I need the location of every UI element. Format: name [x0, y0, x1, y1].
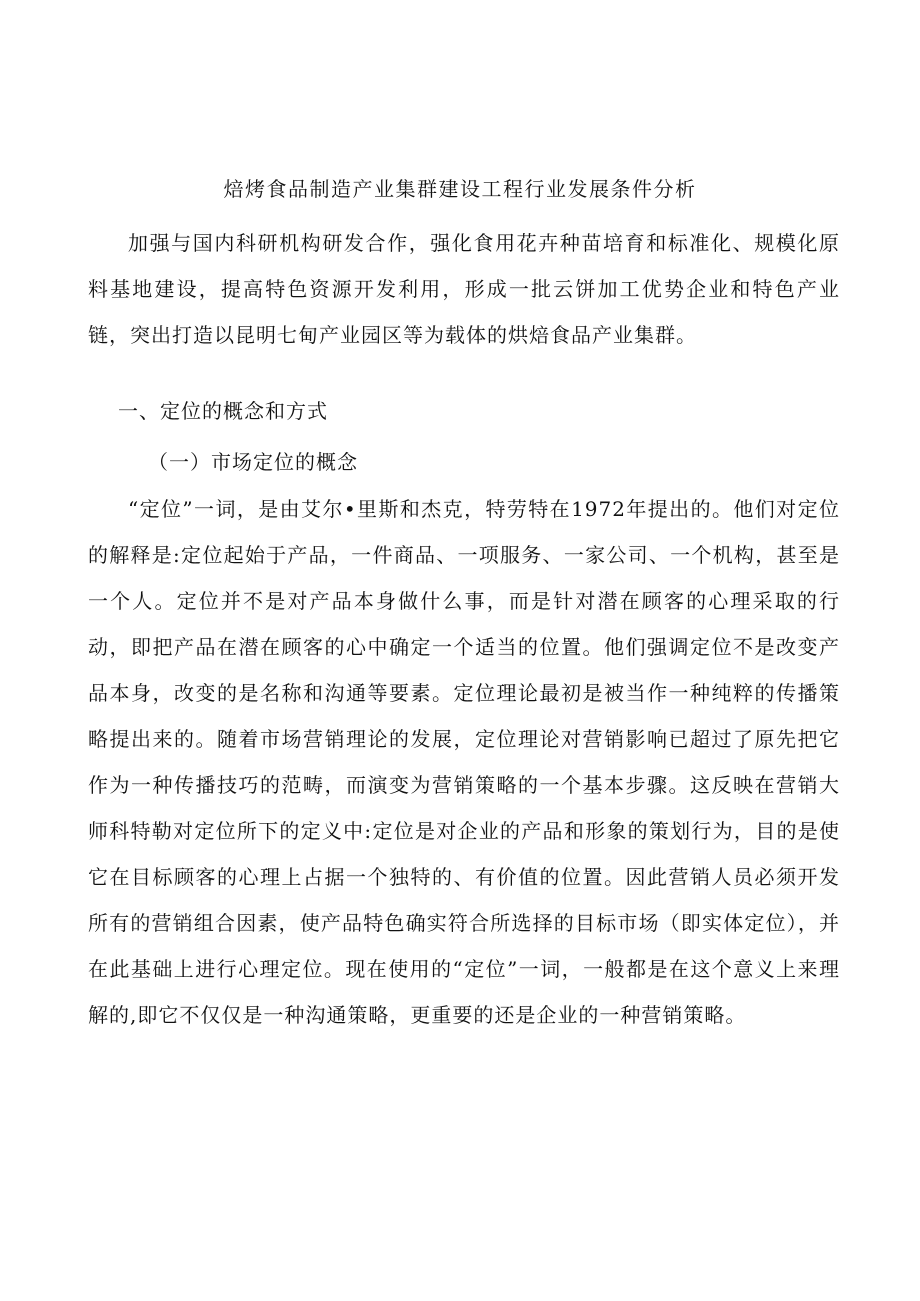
section-heading: 一、定位的概念和方式: [118, 399, 328, 423]
body-paragraph: “定位”一词，是由艾尔•里斯和杰克，特劳特在1972年提出的。他们对定位的解释是:定位起始于产品，一件商品、一项服务、一家公司、一个机构，甚至是一个人。定位并不是对产品本身做什么事，而是针对潜在顾客的心理采取的行动，即把产品在潜在顾客的心中确定一个适当的位置。他们强调定位不是改变产品本身，改变的是名称和沟通等要素。定位理论最初是被当作一种纯粹的传播策略提出来的。随着市场营销理论的发展，定位理论对营销影响已超过了原先把它作为一种传播技巧的范畴，而演变为营销策略的一个基本步骤。这反映在营销大师科特勒对定位所下的定义中:定位是对企业的产品和形象的策划行为，目的是使它在目标顾客的心理上占据一个独特的、有价值的位置。因此营销人员必须开发所有的营销组合因素，使产品特色确实符合所选择的目标市场（即实体定位），并在此基础上进行心理定位。现在使用的“定位”一词，一般都是在这个意义上来理解的,即它不仅仅是一种沟通策略，更重要的还是企业的一种营销策略。: [88, 497, 840, 1027]
subsection-heading: （一）市场定位的概念: [148, 450, 358, 474]
document-title: 焙烤食品制造产业集群建设工程行业发展条件分析: [223, 177, 697, 201]
intro-paragraph: 加强与国内科研机构研发合作，强化食用花卉种苗培育和标准化、规模化原料基地建设，提高特色资源开发利用，形成一批云饼加工优势企业和特色产业链，突出打造以昆明七甸产业园区等为载体的烘焙食品产业集群。: [88, 231, 840, 347]
